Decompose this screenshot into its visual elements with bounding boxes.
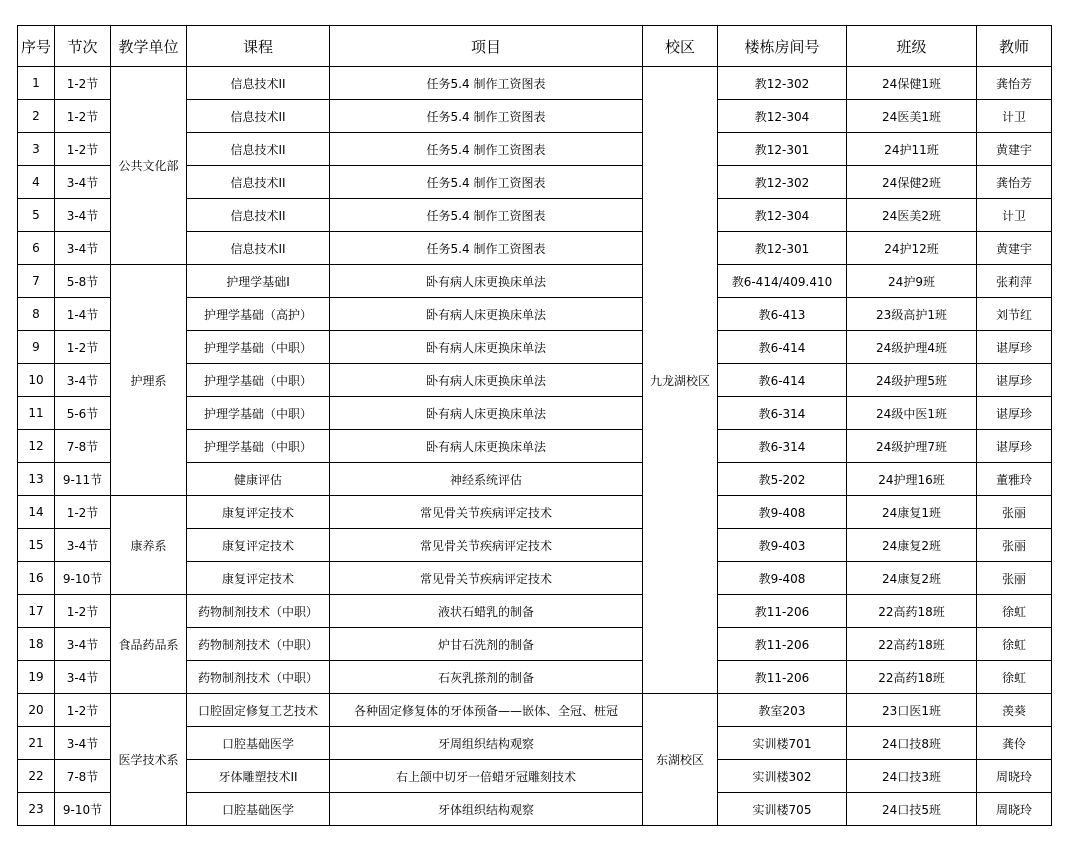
cell-project: 任务5.4 制作工资图表 (330, 133, 643, 166)
cell-class: 24护理16班 (847, 463, 977, 496)
cell-class: 22高药18班 (847, 628, 977, 661)
cell-room: 教室203 (718, 694, 847, 727)
cell-class: 24保健1班 (847, 67, 977, 100)
cell-project: 牙体组织结构观察 (330, 793, 643, 826)
cell-period: 1-2节 (55, 496, 111, 529)
cell-room: 教6-414 (718, 364, 847, 397)
cell-teacher: 谌厚珍 (977, 397, 1052, 430)
cell-teacher: 黄建宇 (977, 133, 1052, 166)
cell-period: 3-4节 (55, 364, 111, 397)
cell-project: 卧有病人床更换床单法 (330, 298, 643, 331)
cell-class: 24康复2班 (847, 562, 977, 595)
cell-room: 实训楼302 (718, 760, 847, 793)
cell-room: 实训楼701 (718, 727, 847, 760)
cell-period: 3-4节 (55, 166, 111, 199)
cell-course: 药物制剂技术（中职） (187, 628, 330, 661)
cell-class: 24康复1班 (847, 496, 977, 529)
cell-period: 5-6节 (55, 397, 111, 430)
cell-room: 教11-206 (718, 595, 847, 628)
cell-class: 24口技5班 (847, 793, 977, 826)
cell-no: 11 (18, 397, 55, 430)
cell-period: 1-2节 (55, 133, 111, 166)
cell-course: 口腔固定修复工艺技术 (187, 694, 330, 727)
cell-room: 教6-314 (718, 430, 847, 463)
cell-room: 教11-206 (718, 661, 847, 694)
cell-no: 8 (18, 298, 55, 331)
cell-project: 任务5.4 制作工资图表 (330, 67, 643, 100)
cell-project: 各种固定修复体的牙体预备——嵌体、全冠、桩冠 (330, 694, 643, 727)
cell-period: 3-4节 (55, 529, 111, 562)
cell-no: 23 (18, 793, 55, 826)
cell-room: 教6-413 (718, 298, 847, 331)
cell-teacher: 计卫 (977, 100, 1052, 133)
header-course: 课程 (187, 26, 330, 67)
cell-teacher: 张丽 (977, 529, 1052, 562)
cell-period: 1-2节 (55, 694, 111, 727)
cell-course: 信息技术II (187, 100, 330, 133)
header-unit: 教学单位 (111, 26, 187, 67)
cell-no: 16 (18, 562, 55, 595)
cell-class: 24保健2班 (847, 166, 977, 199)
cell-course: 护理学基础（中职） (187, 364, 330, 397)
cell-room: 教12-304 (718, 100, 847, 133)
cell-project: 石灰乳搽剂的制备 (330, 661, 643, 694)
cell-course: 健康评估 (187, 463, 330, 496)
cell-no: 5 (18, 199, 55, 232)
cell-period: 3-4节 (55, 199, 111, 232)
cell-period: 7-8节 (55, 760, 111, 793)
cell-class: 24级中医1班 (847, 397, 977, 430)
campus-cell: 东湖校区 (643, 694, 718, 826)
cell-no: 13 (18, 463, 55, 496)
table-row (18, 595, 1052, 628)
cell-project: 右上颌中切牙一倍蜡牙冠雕刻技术 (330, 760, 643, 793)
cell-no: 22 (18, 760, 55, 793)
cell-teacher: 龚怡芳 (977, 166, 1052, 199)
cell-teacher: 龚怡芳 (977, 67, 1052, 100)
cell-teacher: 谌厚珍 (977, 331, 1052, 364)
cell-class: 24医美1班 (847, 100, 977, 133)
cell-room: 教12-304 (718, 199, 847, 232)
cell-class: 22高药18班 (847, 661, 977, 694)
cell-class: 24级护理5班 (847, 364, 977, 397)
cell-no: 17 (18, 595, 55, 628)
unit-cell: 公共文化部 (111, 67, 187, 265)
cell-period: 9-11节 (55, 463, 111, 496)
cell-course: 信息技术II (187, 67, 330, 100)
cell-teacher: 计卫 (977, 199, 1052, 232)
cell-course: 护理学基础（中职） (187, 331, 330, 364)
cell-project: 常见骨关节疾病评定技术 (330, 562, 643, 595)
cell-course: 护理学基础（高护） (187, 298, 330, 331)
unit-cell: 护理系 (111, 265, 187, 496)
cell-period: 1-4节 (55, 298, 111, 331)
cell-project: 卧有病人床更换床单法 (330, 430, 643, 463)
cell-no: 4 (18, 166, 55, 199)
cell-course: 护理学基础I (187, 265, 330, 298)
cell-no: 3 (18, 133, 55, 166)
cell-no: 20 (18, 694, 55, 727)
cell-room: 教11-206 (718, 628, 847, 661)
cell-class: 24口技3班 (847, 760, 977, 793)
cell-teacher: 谌厚珍 (977, 430, 1052, 463)
cell-course: 康复评定技术 (187, 496, 330, 529)
cell-project: 神经系统评估 (330, 463, 643, 496)
cell-course: 药物制剂技术（中职） (187, 595, 330, 628)
cell-project: 炉甘石洗剂的制备 (330, 628, 643, 661)
cell-period: 3-4节 (55, 661, 111, 694)
cell-course: 口腔基础医学 (187, 727, 330, 760)
table-row (18, 67, 1052, 100)
cell-project: 卧有病人床更换床单法 (330, 364, 643, 397)
cell-period: 1-2节 (55, 67, 111, 100)
cell-room: 教9-403 (718, 529, 847, 562)
table-row (18, 496, 1052, 529)
cell-no: 18 (18, 628, 55, 661)
cell-teacher: 张丽 (977, 496, 1052, 529)
cell-teacher: 徐虹 (977, 595, 1052, 628)
unit-cell: 食品药品系 (111, 595, 187, 694)
cell-no: 7 (18, 265, 55, 298)
cell-teacher: 徐虹 (977, 628, 1052, 661)
cell-period: 1-2节 (55, 595, 111, 628)
cell-period: 3-4节 (55, 727, 111, 760)
cell-course: 信息技术II (187, 199, 330, 232)
cell-no: 19 (18, 661, 55, 694)
cell-room: 教12-301 (718, 232, 847, 265)
cell-no: 12 (18, 430, 55, 463)
cell-room: 教12-302 (718, 67, 847, 100)
cell-project: 牙周组织结构观察 (330, 727, 643, 760)
unit-cell: 医学技术系 (111, 694, 187, 826)
cell-class: 22高药18班 (847, 595, 977, 628)
cell-class: 24医美2班 (847, 199, 977, 232)
header-row (18, 26, 1052, 67)
campus-cell: 九龙湖校区 (643, 67, 718, 694)
cell-no: 9 (18, 331, 55, 364)
cell-teacher: 徐虹 (977, 661, 1052, 694)
cell-project: 常见骨关节疾病评定技术 (330, 496, 643, 529)
cell-room: 教12-301 (718, 133, 847, 166)
cell-room: 实训楼705 (718, 793, 847, 826)
cell-room: 教6-414/409.410 (718, 265, 847, 298)
cell-period: 5-8节 (55, 265, 111, 298)
cell-project: 常见骨关节疾病评定技术 (330, 529, 643, 562)
cell-course: 牙体雕塑技术II (187, 760, 330, 793)
header-room: 楼栋房间号 (718, 26, 847, 67)
cell-period: 1-2节 (55, 100, 111, 133)
cell-class: 24护9班 (847, 265, 977, 298)
cell-period: 3-4节 (55, 628, 111, 661)
schedule-table (17, 25, 1052, 826)
cell-period: 3-4节 (55, 232, 111, 265)
table-row (18, 265, 1052, 298)
cell-period: 9-10节 (55, 562, 111, 595)
table-row (18, 694, 1052, 727)
cell-project: 卧有病人床更换床单法 (330, 331, 643, 364)
cell-course: 信息技术II (187, 166, 330, 199)
cell-teacher: 刘节红 (977, 298, 1052, 331)
cell-teacher: 周晓玲 (977, 760, 1052, 793)
cell-class: 24口技8班 (847, 727, 977, 760)
cell-teacher: 周晓玲 (977, 793, 1052, 826)
unit-cell: 康养系 (111, 496, 187, 595)
cell-class: 23口医1班 (847, 694, 977, 727)
cell-room: 教6-314 (718, 397, 847, 430)
cell-project: 任务5.4 制作工资图表 (330, 232, 643, 265)
header-period: 节次 (55, 26, 111, 67)
cell-course: 信息技术II (187, 133, 330, 166)
cell-course: 口腔基础医学 (187, 793, 330, 826)
cell-project: 卧有病人床更换床单法 (330, 397, 643, 430)
cell-project: 任务5.4 制作工资图表 (330, 166, 643, 199)
header-project: 项目 (330, 26, 643, 67)
cell-no: 21 (18, 727, 55, 760)
cell-class: 24康复2班 (847, 529, 977, 562)
cell-no: 15 (18, 529, 55, 562)
cell-course: 康复评定技术 (187, 529, 330, 562)
cell-project: 任务5.4 制作工资图表 (330, 199, 643, 232)
cell-teacher: 董雅玲 (977, 463, 1052, 496)
cell-project: 任务5.4 制作工资图表 (330, 100, 643, 133)
cell-no: 1 (18, 67, 55, 100)
cell-course: 护理学基础（中职） (187, 397, 330, 430)
cell-class: 24级护理7班 (847, 430, 977, 463)
cell-class: 24护12班 (847, 232, 977, 265)
cell-teacher: 谌厚珍 (977, 364, 1052, 397)
cell-room: 教5-202 (718, 463, 847, 496)
cell-no: 6 (18, 232, 55, 265)
cell-teacher: 张莉萍 (977, 265, 1052, 298)
cell-room: 教12-302 (718, 166, 847, 199)
cell-teacher: 黄建宇 (977, 232, 1052, 265)
header-no: 序号 (18, 26, 55, 67)
cell-course: 药物制剂技术（中职） (187, 661, 330, 694)
cell-room: 教6-414 (718, 331, 847, 364)
cell-teacher: 龚伶 (977, 727, 1052, 760)
cell-course: 护理学基础（中职） (187, 430, 330, 463)
cell-course: 信息技术II (187, 232, 330, 265)
cell-no: 10 (18, 364, 55, 397)
cell-period: 7-8节 (55, 430, 111, 463)
cell-class: 24级护理4班 (847, 331, 977, 364)
header-campus: 校区 (643, 26, 718, 67)
cell-no: 14 (18, 496, 55, 529)
cell-class: 23级高护1班 (847, 298, 977, 331)
cell-class: 24护11班 (847, 133, 977, 166)
cell-room: 教9-408 (718, 496, 847, 529)
cell-teacher: 张丽 (977, 562, 1052, 595)
cell-project: 卧有病人床更换床单法 (330, 265, 643, 298)
cell-period: 1-2节 (55, 331, 111, 364)
cell-period: 9-10节 (55, 793, 111, 826)
header-class: 班级 (847, 26, 977, 67)
cell-project: 液状石蜡乳的制备 (330, 595, 643, 628)
cell-teacher: 羡葵 (977, 694, 1052, 727)
cell-room: 教9-408 (718, 562, 847, 595)
header-teacher: 教师 (977, 26, 1052, 67)
cell-no: 2 (18, 100, 55, 133)
cell-course: 康复评定技术 (187, 562, 330, 595)
